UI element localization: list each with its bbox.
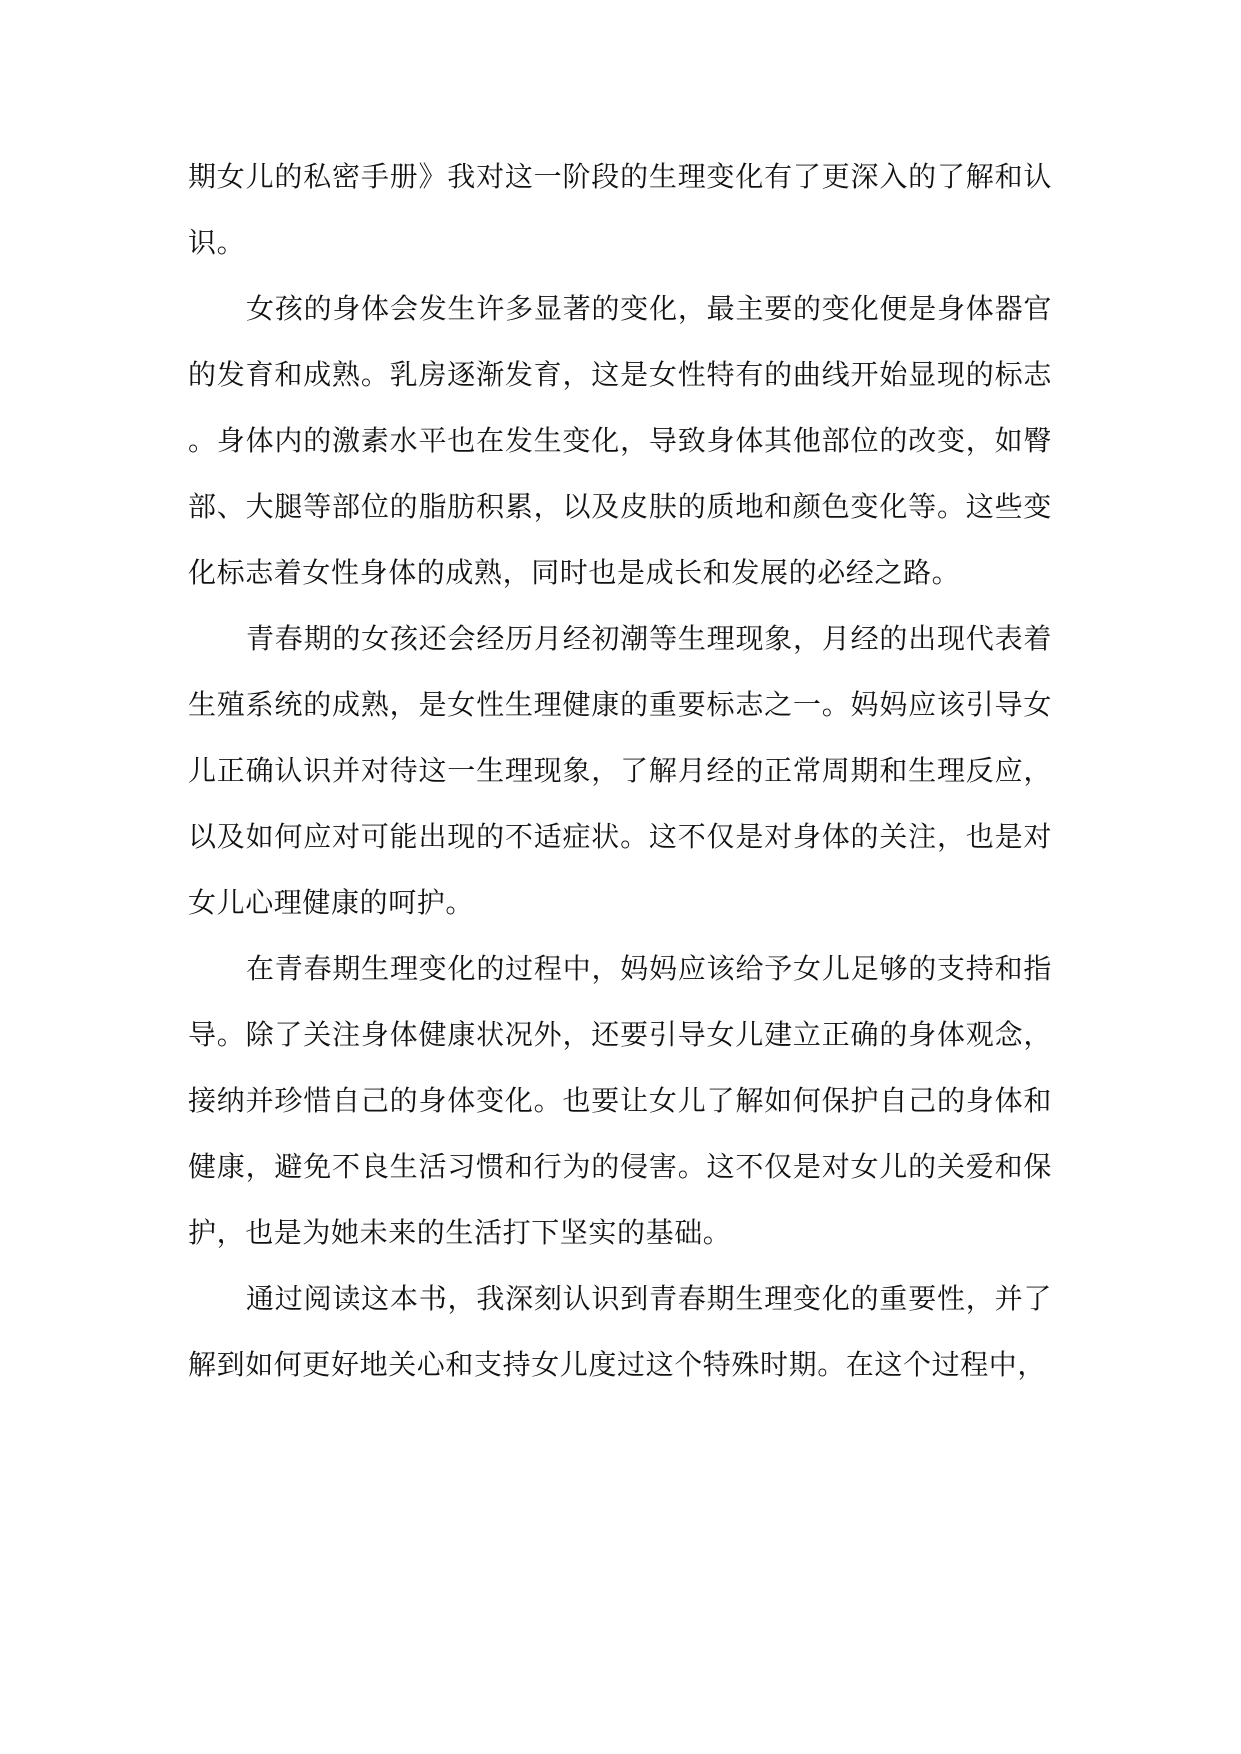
paragraph-body-changes: 女孩的身体会发生许多显著的变化，最主要的变化便是身体器官的发育和成熟。乳房逐渐发育，这是女性特有的曲线开始显现的标志。身体内的激素水平也在发生变化，导致身体其他部位的改变，如臀部、大腿等部位的脂肪积累，以及皮肤的质地和颜色变化等。这些变化标志着女性身体的成熟，同时也是成长和发展的必经之路。	[188, 292, 1052, 589]
paragraph-reading-reflection: 通过阅读这本书，我深刻认识到青春期生理变化的重要性，并了解到如何更好地关心和支持女儿度过这个特殊时期。在这个过程中，	[188, 1282, 1052, 1381]
paragraph-continuation: 期女儿的私密手册》我对这一阶段的生理变化有了更深入的了解和认识。	[188, 160, 1052, 259]
paragraph-mother-support: 在青春期生理变化的过程中，妈妈应该给予女儿足够的支持和指导。除了关注身体健康状况外，还要引导女儿建立正确的身体观念，接纳并珍惜自己的身体变化。也要让女儿了解如何保护自己的身体和健康，避免不良生活习惯和行为的侵害。这不仅是对女儿的关爱和保护，也是为她未来的生活打下坚实的基础。	[188, 952, 1052, 1249]
paragraph-menstruation: 青春期的女孩还会经历月经初潮等生理现象，月经的出现代表着生殖系统的成熟，是女性生理健康的重要标志之一。妈妈应该引导女儿正确认识并对待这一生理现象，了解月经的正常周期和生理反应，以及如何应对可能出现的不适症状。这不仅是对身体的关注，也是对女儿心理健康的呵护。	[188, 622, 1052, 919]
document-body	[188, 144, 1052, 1398]
